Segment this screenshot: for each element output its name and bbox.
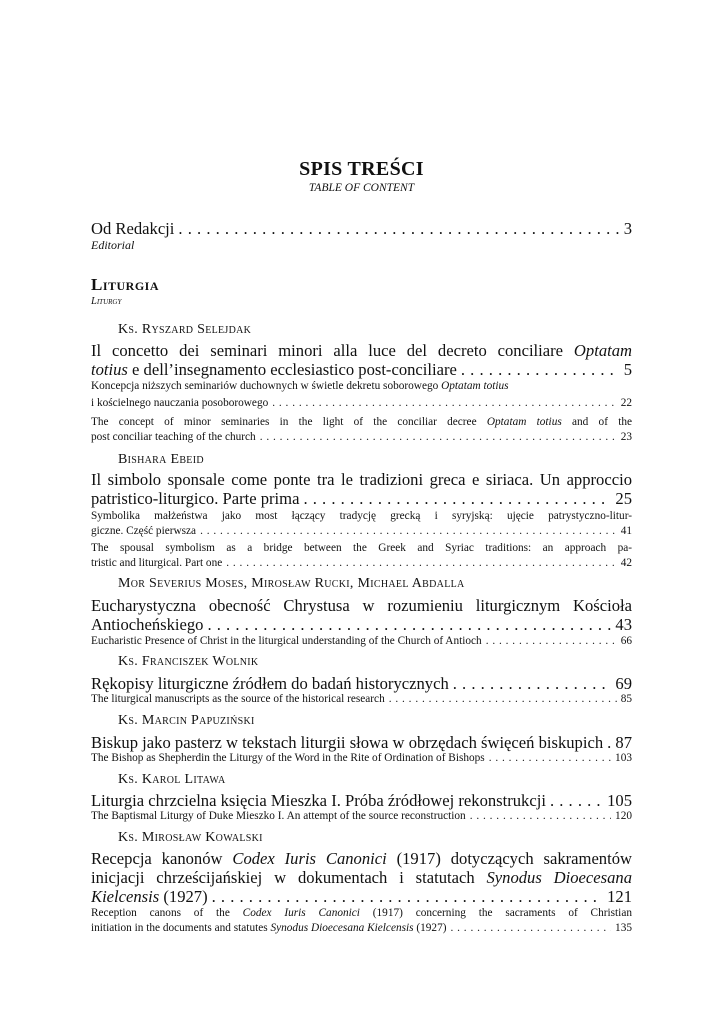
en-page: 66 xyxy=(620,635,632,647)
entry-page: 121 xyxy=(607,887,632,906)
title-text: patristico-liturgico. Parte prima xyxy=(91,489,300,508)
entry-author: Ks. Marcin Papuziński xyxy=(118,713,255,728)
leader-dots xyxy=(272,397,616,410)
entry-title-line[interactable]: Il simbolo sponsale come ponte tra le tradizioni greca e siriaca. Un approccio xyxy=(91,470,632,489)
entry-page: 5 xyxy=(623,360,632,379)
section-title: Liturgia xyxy=(91,275,160,294)
leader-dots xyxy=(226,557,616,570)
page-title: SPIS TREŚCI xyxy=(299,158,424,180)
title-text: Liturgia chrzcielna księcia Mieszka I. Próba źródłowej rekonstrukcji xyxy=(91,791,546,810)
entry-page: 69 xyxy=(615,674,632,693)
leader-dots xyxy=(207,615,611,634)
en-page: 42 xyxy=(620,557,632,569)
entry-en-line[interactable] xyxy=(91,557,632,570)
entry-en-line: The spousal symbolism as a bridge between the Greek and Syriac traditions: an approach pa- xyxy=(91,542,632,554)
entry-pl-line xyxy=(91,380,632,393)
entry-title-line[interactable] xyxy=(91,849,632,868)
title-text: Antiocheńskiego xyxy=(91,615,204,634)
title-text: Rękopisy liturgiczne źródłem do badań historycznych xyxy=(91,674,449,693)
title-text: Recepcja kanonów xyxy=(91,849,233,868)
en-text: Eucharistic Presence of Christ in the liturgical understanding of the Church of Antioch xyxy=(91,635,482,647)
en-italic: Synodus Dioecesana Kielcensis xyxy=(270,922,414,934)
entry-title: Od Redakcji xyxy=(91,219,175,238)
leader-dots xyxy=(212,887,604,906)
entry-pl-line[interactable] xyxy=(91,397,632,410)
title-text: Biskup jako pasterz w tekstach liturgii słowa w obrzędach święceń biskupich xyxy=(91,733,604,752)
title-text: (1927) xyxy=(159,887,208,906)
entry-title-line[interactable] xyxy=(91,868,632,887)
page-subtitle: TABLE OF CONTENT xyxy=(308,182,415,194)
entry-title-line[interactable]: Eucharystyczna obecność Chrystusa w rozumieniu liturgicznym Kościoła xyxy=(91,596,632,615)
en-text: Reception canons of the xyxy=(91,907,243,919)
en-page: 120 xyxy=(615,810,632,822)
entry-author: Ks. Karol Litawa xyxy=(118,772,226,787)
leader-dots xyxy=(453,674,612,693)
entry-en-line[interactable] xyxy=(91,810,632,823)
title-text: (1917) dotyczących sakramentów xyxy=(386,849,632,868)
en-text: (1917) concerning the sacraments of Christian xyxy=(359,907,632,919)
toc-entry-editorial[interactable] xyxy=(91,219,632,238)
entry-pl-line[interactable] xyxy=(91,525,632,538)
en-italic: Optatam totius xyxy=(486,416,562,428)
leader-dots xyxy=(200,525,617,538)
entry-title-line[interactable] xyxy=(91,341,632,360)
entry-pl-line: Symbolika małżeństwa jako most łączący tradycję grecką i syryjską: ujęcie patrystyczno-litur- xyxy=(91,510,632,522)
leader-dots xyxy=(607,733,611,752)
pl-text: Koncepcja niższych seminariów duchownych w świetle dekretu soborowego xyxy=(91,380,442,392)
pl-page: 22 xyxy=(620,397,632,409)
title-text: Il concetto dei seminari minori alla luce del decreto conciliare xyxy=(91,341,574,360)
en-text: and of the xyxy=(561,416,633,428)
entry-page: 43 xyxy=(615,615,632,634)
title-italic: Synodus Dioecesana xyxy=(486,868,632,887)
entry-title-line[interactable] xyxy=(91,674,632,693)
entry-en-line[interactable] xyxy=(91,693,632,706)
leader-dots xyxy=(470,810,611,823)
pl-text: giczne. Część pierwsza xyxy=(91,525,197,537)
en-text: The liturgical manuscripts as the source of the historical research xyxy=(91,693,385,705)
entry-en-line xyxy=(91,907,632,920)
entry-author: Ks. Mirosław Kowalski xyxy=(118,830,263,845)
entry-en-line[interactable] xyxy=(91,431,632,444)
entry-author: Bishara Ebeid xyxy=(118,452,204,467)
entry-title-line[interactable] xyxy=(91,615,632,634)
en-page: 135 xyxy=(615,922,632,934)
leader-dots xyxy=(178,219,619,238)
entry-title-line[interactable] xyxy=(91,791,632,810)
leader-dots xyxy=(260,431,617,444)
entry-title-line[interactable] xyxy=(91,887,632,906)
en-text: tristic and liturgical. Part one xyxy=(91,557,223,569)
en-page: 103 xyxy=(615,752,632,764)
entry-en-line[interactable] xyxy=(91,635,632,648)
entry-author: Ks. Franciszek Wolnik xyxy=(118,654,259,669)
entry-author: Mor Severius Moses, Mirosław Rucki, Michael Abdalla xyxy=(118,576,465,591)
en-page: 85 xyxy=(620,693,632,705)
entry-page: 3 xyxy=(623,219,632,238)
leader-dots xyxy=(489,752,611,765)
section-subtitle: Liturgy xyxy=(91,296,122,307)
en-text: post conciliar teaching of the church xyxy=(91,431,256,443)
entry-en-line[interactable] xyxy=(91,922,632,935)
leader-dots xyxy=(461,360,620,379)
en-text: The concept of minor seminaries in the light of the conciliar decree xyxy=(91,416,487,428)
pl-italic: Optatam totius xyxy=(441,380,509,392)
title-text: e dell’insegnamento ecclesiastico post-conciliare xyxy=(127,360,457,379)
title-italic: totius xyxy=(91,360,128,379)
en-text: initiation in the documents and statutes xyxy=(91,922,271,934)
entry-page: 105 xyxy=(607,791,632,810)
leader-dots xyxy=(303,489,611,508)
leader-dots xyxy=(389,693,617,706)
entry-subtitle: Editorial xyxy=(91,238,135,252)
entry-en-line[interactable] xyxy=(91,752,632,765)
en-italic: Codex Iuris Canonici xyxy=(242,907,360,919)
entry-page: 25 xyxy=(615,489,632,508)
title-italic: Optatam xyxy=(573,341,632,360)
en-text: The Baptismal Liturgy of Duke Mieszko I. An attempt of the source reconstruction xyxy=(91,810,466,822)
entry-title-line[interactable] xyxy=(91,733,632,752)
en-text: The Bishop as Shepherdin the Liturgy of the Word in the Rite of Ordination of Bishops xyxy=(91,752,485,764)
leader-dots xyxy=(486,635,617,648)
entry-author: Ks. Ryszard Selejdak xyxy=(118,322,252,337)
title-italic: Codex Iuris Canonici xyxy=(232,849,387,868)
entry-page: 87 xyxy=(615,733,632,752)
entry-title-line[interactable] xyxy=(91,360,632,379)
leader-dots xyxy=(550,791,603,810)
en-text: (1927) xyxy=(413,922,447,934)
entry-en-line xyxy=(91,416,632,429)
pl-page: 41 xyxy=(620,525,632,537)
title-italic: Kielcensis xyxy=(91,887,160,906)
pl-text: i kościelnego nauczania posoborowego xyxy=(91,397,269,409)
entry-title-line[interactable] xyxy=(91,489,632,508)
en-page: 23 xyxy=(620,431,632,443)
title-text: inicjacji chrześcijańskiej w dokumentach i statutach xyxy=(91,868,487,887)
leader-dots xyxy=(451,922,612,935)
